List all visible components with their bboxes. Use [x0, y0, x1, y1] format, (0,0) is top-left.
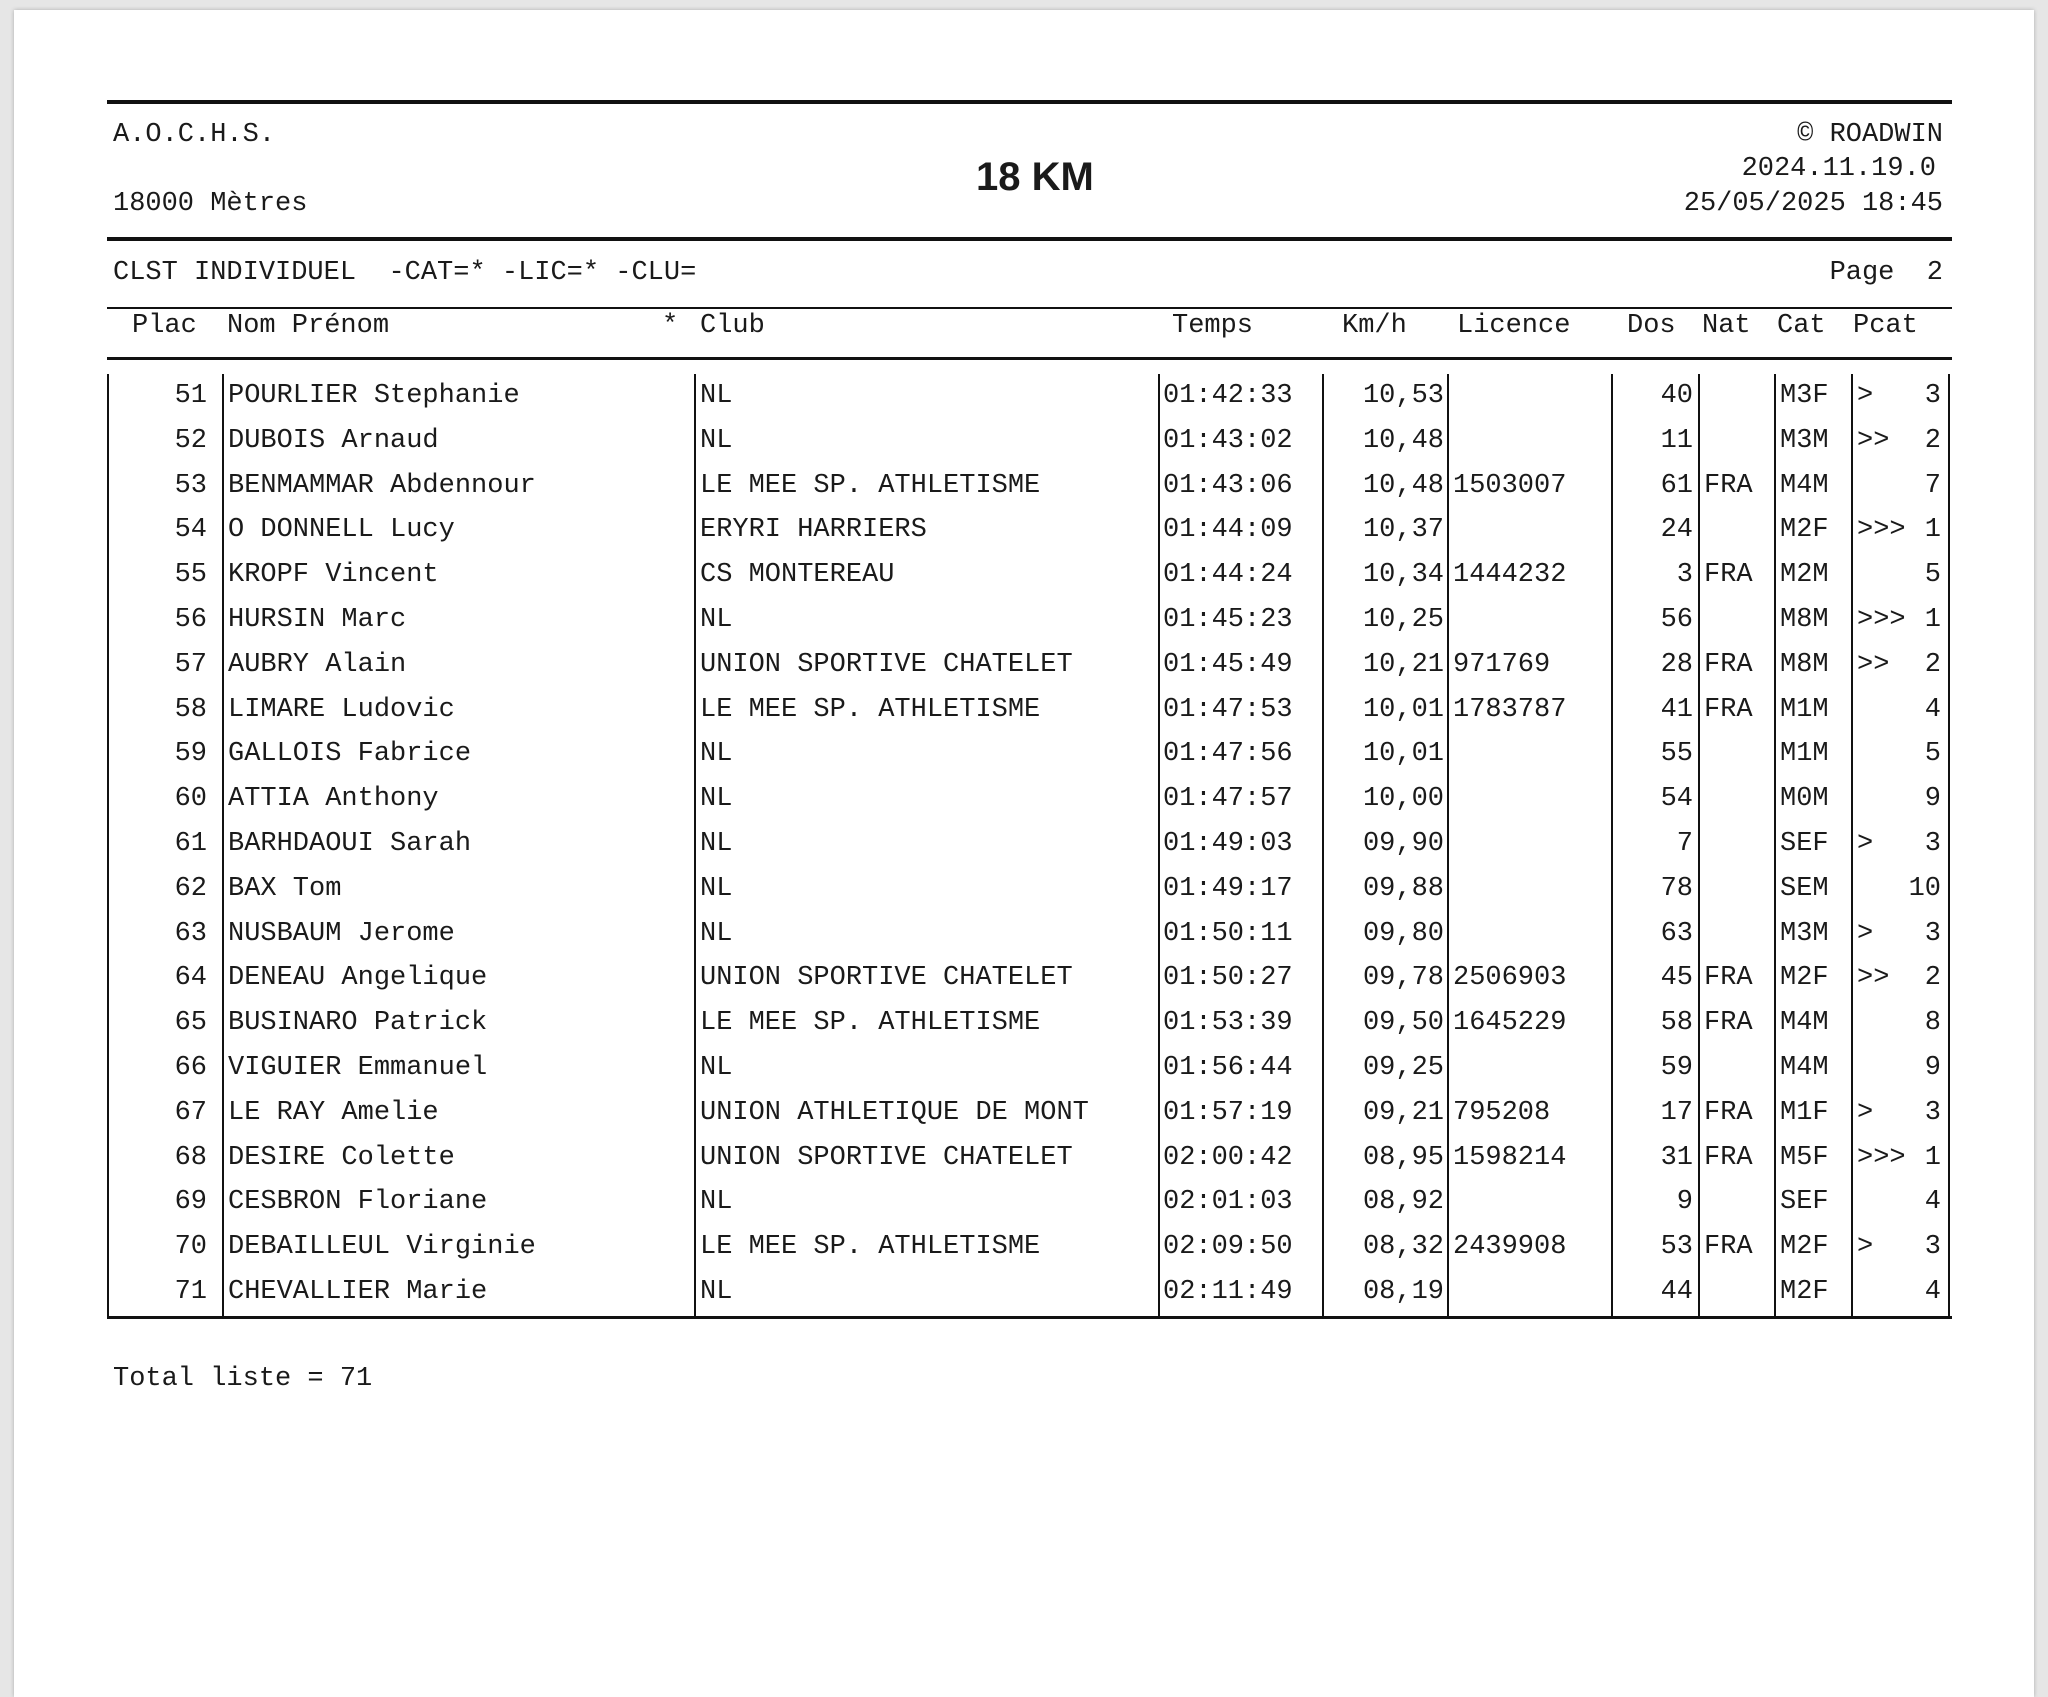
- cell-pcat-mark: >>>: [1857, 515, 1906, 546]
- cell-cat: M2M: [1780, 560, 1829, 591]
- col-header-name: Nom Prénom: [227, 311, 390, 341]
- results-table: [107, 374, 1950, 1318]
- cell-bib: 28: [1660, 649, 1693, 680]
- table-row: [107, 553, 1950, 598]
- cell-speed: 10,48: [1362, 425, 1444, 456]
- cell-nat: FRA: [1704, 1097, 1753, 1128]
- cell-nat: FRA: [1704, 1142, 1753, 1173]
- cell-pcat-mark: >: [1857, 1097, 1874, 1128]
- cell-time: 01:43:06: [1163, 470, 1293, 501]
- cell-cat: M1M: [1780, 694, 1829, 725]
- cell-club: CS MONTEREAU: [700, 560, 895, 591]
- cell-cat: M3M: [1780, 918, 1829, 949]
- table-row: [107, 643, 1950, 688]
- cell-name: DESIRE Colette: [228, 1142, 455, 1173]
- cell-bib: 40: [1660, 381, 1693, 411]
- filter-label: CLST INDIVIDUEL -CAT=* -LIC=* -CLU=: [113, 258, 697, 288]
- cell-bib: 58: [1660, 1008, 1693, 1039]
- cell-cat: SEF: [1780, 1187, 1829, 1218]
- cell-cat: M3M: [1780, 425, 1829, 456]
- cell-place: 71: [174, 1277, 207, 1307]
- cell-time: 01:57:19: [1163, 1097, 1293, 1128]
- cell-pcat: 4: [1924, 1187, 1941, 1218]
- cell-club: NL: [700, 829, 733, 859]
- version-label: 2024.11.19.0: [1741, 154, 1936, 184]
- cell-cat: M3F: [1780, 381, 1829, 411]
- cell-club: LE MEE SP. ATHLETISME: [700, 694, 1041, 725]
- col-header-star: *: [662, 311, 679, 341]
- cell-speed: 10,01: [1362, 694, 1444, 725]
- cell-bib: 24: [1660, 515, 1693, 546]
- table-row: [107, 508, 1950, 553]
- cell-club: NL: [700, 873, 733, 904]
- cell-speed: 08,92: [1362, 1187, 1444, 1218]
- col-header-place: Plac: [132, 311, 197, 341]
- cell-time: 01:45:49: [1163, 649, 1293, 680]
- cell-place: 65: [174, 1008, 207, 1039]
- cell-licence: 1645229: [1453, 1008, 1567, 1039]
- cell-pcat: 1: [1924, 605, 1941, 635]
- cell-time: 02:11:49: [1163, 1277, 1293, 1307]
- cell-bib: 55: [1660, 739, 1693, 770]
- cell-pcat-mark: >>>: [1857, 1142, 1906, 1173]
- cell-nat: FRA: [1704, 649, 1753, 680]
- col-header-pcat: Pcat: [1853, 311, 1918, 341]
- cell-cat: M8M: [1780, 605, 1829, 635]
- cell-time: 02:09:50: [1163, 1232, 1293, 1263]
- distance-label: 18000 Mètres: [113, 189, 308, 219]
- cell-bib: 3: [1676, 560, 1693, 591]
- cell-club: NL: [700, 739, 733, 770]
- cell-speed: 10,48: [1362, 470, 1444, 501]
- cell-name: LIMARE Ludovic: [228, 694, 455, 725]
- table-row: [107, 1001, 1950, 1046]
- cell-time: 01:45:23: [1163, 605, 1293, 635]
- cell-licence: 2439908: [1453, 1232, 1567, 1263]
- cell-licence: 971769: [1453, 649, 1551, 680]
- total-label: Total liste = 71: [113, 1364, 373, 1394]
- cell-bib: 11: [1660, 425, 1693, 456]
- table-row: [107, 374, 1950, 419]
- cell-time: 01:50:11: [1163, 918, 1293, 949]
- cell-bib: 7: [1676, 829, 1693, 859]
- cell-club: LE MEE SP. ATHLETISME: [700, 470, 1041, 501]
- cell-pcat: 1: [1924, 1142, 1941, 1173]
- table-row: [107, 419, 1950, 464]
- cell-place: 68: [174, 1142, 207, 1173]
- cell-place: 60: [174, 784, 207, 815]
- cell-pcat: 7: [1924, 470, 1941, 501]
- cell-pcat-mark: >: [1857, 1232, 1874, 1263]
- cell-bib: 63: [1660, 918, 1693, 949]
- cell-name: BUSINARO Patrick: [228, 1008, 488, 1039]
- cell-place: 56: [174, 605, 207, 635]
- organizer-label: A.O.C.H.S.: [113, 120, 276, 150]
- cell-bib: 9: [1676, 1187, 1693, 1218]
- cell-place: 62: [174, 873, 207, 904]
- cell-club: UNION SPORTIVE CHATELET: [700, 963, 1073, 994]
- cell-nat: FRA: [1704, 963, 1753, 994]
- cell-bib: 61: [1660, 470, 1693, 501]
- cell-pcat: 3: [1924, 1232, 1941, 1263]
- cell-place: 53: [174, 470, 207, 501]
- cell-bib: 45: [1660, 963, 1693, 994]
- top-rule: [107, 100, 1952, 104]
- cell-pcat: 3: [1924, 829, 1941, 859]
- table-row: [107, 1180, 1950, 1225]
- table-row: [107, 688, 1950, 733]
- cell-pcat: 4: [1924, 1277, 1941, 1307]
- cell-nat: FRA: [1704, 1008, 1753, 1039]
- cell-name: CHEVALLIER Marie: [228, 1277, 488, 1307]
- table-row: [107, 777, 1950, 822]
- col-header-speed: Km/h: [1342, 311, 1407, 341]
- cell-nat: FRA: [1704, 1232, 1753, 1263]
- cell-time: 01:47:57: [1163, 784, 1293, 815]
- cell-speed: 09,90: [1362, 829, 1444, 859]
- table-row: [107, 1046, 1950, 1091]
- cell-nat: FRA: [1704, 560, 1753, 591]
- cell-club: LE MEE SP. ATHLETISME: [700, 1008, 1041, 1039]
- cell-name: HURSIN Marc: [228, 605, 407, 635]
- cell-bib: 17: [1660, 1097, 1693, 1128]
- column-header-rule: [107, 357, 1952, 360]
- cell-cat: SEM: [1780, 873, 1829, 904]
- cell-name: POURLIER Stephanie: [228, 381, 520, 411]
- cell-licence: 795208: [1453, 1097, 1551, 1128]
- cell-speed: 09,50: [1362, 1008, 1444, 1039]
- cell-club: UNION ATHLETIQUE DE MONT: [700, 1097, 1089, 1128]
- cell-name: VIGUIER Emmanuel: [228, 1053, 488, 1083]
- cell-club: NL: [700, 381, 733, 411]
- cell-bib: 59: [1660, 1053, 1693, 1083]
- cell-club: LE MEE SP. ATHLETISME: [700, 1232, 1041, 1263]
- cell-licence: 1598214: [1453, 1142, 1567, 1173]
- page-label: [1830, 258, 1943, 288]
- cell-pcat: 4: [1924, 694, 1941, 725]
- cell-speed: 10,21: [1362, 649, 1444, 680]
- cell-cat: M5F: [1780, 1142, 1829, 1173]
- table-row: [107, 1225, 1950, 1270]
- cell-speed: 09,80: [1362, 918, 1444, 949]
- table-row: [107, 732, 1950, 777]
- cell-pcat: 3: [1924, 918, 1941, 949]
- cell-club: UNION SPORTIVE CHATELET: [700, 649, 1073, 680]
- table-row: [107, 956, 1950, 1001]
- cell-cat: M0M: [1780, 784, 1829, 815]
- cell-cat: M4M: [1780, 1008, 1829, 1039]
- cell-time: 02:01:03: [1163, 1187, 1293, 1218]
- cell-place: 51: [174, 381, 207, 411]
- cell-speed: 09,21: [1362, 1097, 1444, 1128]
- header-bottom-rule: [107, 237, 1952, 241]
- cell-name: DUBOIS Arnaud: [228, 425, 439, 456]
- cell-place: 55: [174, 560, 207, 591]
- cell-name: CESBRON Floriane: [228, 1187, 488, 1218]
- cell-club: NL: [700, 784, 733, 815]
- cell-licence: 2506903: [1453, 963, 1567, 994]
- cell-time: 01:43:02: [1163, 425, 1293, 456]
- table-row: [107, 1091, 1950, 1136]
- cell-speed: 08,32: [1362, 1232, 1444, 1263]
- cell-speed: 08,19: [1362, 1277, 1444, 1307]
- cell-bib: 56: [1660, 605, 1693, 635]
- cell-speed: 10,37: [1362, 515, 1444, 546]
- cell-time: 01:47:53: [1163, 694, 1293, 725]
- cell-pcat-mark: >>: [1857, 963, 1890, 994]
- cell-place: 59: [174, 739, 207, 770]
- col-header-nat: Nat: [1702, 311, 1751, 341]
- cell-name: BENMAMMAR Abdennour: [228, 470, 536, 501]
- cell-time: 01:49:17: [1163, 873, 1293, 904]
- cell-pcat-mark: >: [1857, 381, 1874, 411]
- cell-name: LE RAY Amelie: [228, 1097, 439, 1128]
- cell-club: ERYRI HARRIERS: [700, 515, 927, 546]
- cell-nat: FRA: [1704, 694, 1753, 725]
- cell-time: 01:47:56: [1163, 739, 1293, 770]
- cell-place: 61: [174, 829, 207, 859]
- cell-speed: 10,34: [1362, 560, 1444, 591]
- cell-place: 58: [174, 694, 207, 725]
- col-header-cat: Cat: [1777, 311, 1826, 341]
- page-number: 2: [1926, 258, 1943, 288]
- cell-club: NL: [700, 918, 733, 949]
- cell-bib: 78: [1660, 873, 1693, 904]
- cell-pcat: 2: [1924, 425, 1941, 456]
- cell-pcat: 3: [1924, 1097, 1941, 1128]
- table-row: [107, 598, 1950, 643]
- cell-time: 02:00:42: [1163, 1142, 1293, 1173]
- cell-licence: 1783787: [1453, 694, 1567, 725]
- cell-pcat: 8: [1924, 1008, 1941, 1039]
- cell-place: 63: [174, 918, 207, 949]
- cell-pcat-mark: >>: [1857, 649, 1890, 680]
- table-row: [107, 912, 1950, 957]
- cell-pcat-mark: >: [1857, 918, 1874, 949]
- cell-pcat: 5: [1924, 560, 1941, 591]
- cell-bib: 31: [1660, 1142, 1693, 1173]
- table-row: [107, 464, 1950, 509]
- cell-speed: 10,01: [1362, 739, 1444, 770]
- cell-name: BAX Tom: [228, 873, 342, 904]
- cell-bib: 41: [1660, 694, 1693, 725]
- cell-pcat-mark: >>>: [1857, 605, 1906, 635]
- cell-bib: 54: [1660, 784, 1693, 815]
- cell-pcat: 5: [1924, 739, 1941, 770]
- cell-name: GALLOIS Fabrice: [228, 739, 472, 770]
- table-row: [107, 822, 1950, 867]
- cell-place: 70: [174, 1232, 207, 1263]
- cell-club: NL: [700, 605, 733, 635]
- cell-pcat: 3: [1924, 381, 1941, 411]
- cell-cat: M2F: [1780, 1277, 1829, 1307]
- cell-pcat: 1: [1924, 515, 1941, 546]
- cell-cat: M4M: [1780, 1053, 1829, 1083]
- cell-time: 01:42:33: [1163, 381, 1293, 411]
- col-header-licence: Licence: [1457, 311, 1571, 341]
- cell-name: NUSBAUM Jerome: [228, 918, 455, 949]
- cell-bib: 44: [1660, 1277, 1693, 1307]
- cell-speed: 10,25: [1362, 605, 1444, 635]
- cell-cat: M1F: [1780, 1097, 1829, 1128]
- col-header-bib: Dos: [1627, 311, 1676, 341]
- cell-pcat-mark: >>: [1857, 425, 1890, 456]
- col-header-club: Club: [700, 311, 765, 341]
- page-word: Page: [1829, 258, 1895, 288]
- cell-speed: 09,88: [1362, 873, 1444, 904]
- cell-club: NL: [700, 1277, 733, 1307]
- filter-rule: [107, 307, 1952, 309]
- cell-pcat: 9: [1924, 1053, 1941, 1083]
- cell-club: NL: [700, 1053, 733, 1083]
- cell-cat: M2F: [1780, 515, 1829, 546]
- cell-time: 01:49:03: [1163, 829, 1293, 859]
- cell-bib: 53: [1660, 1232, 1693, 1263]
- cell-place: 66: [174, 1053, 207, 1083]
- cell-licence: 1444232: [1453, 560, 1567, 591]
- cell-time: 01:56:44: [1163, 1053, 1293, 1083]
- cell-speed: 08,95: [1362, 1142, 1444, 1173]
- cell-place: 67: [174, 1097, 207, 1128]
- cell-cat: M2F: [1780, 963, 1829, 994]
- cell-place: 52: [174, 425, 207, 456]
- cell-club: UNION SPORTIVE CHATELET: [700, 1142, 1073, 1173]
- copyright-label: © ROADWIN: [1797, 120, 1943, 150]
- cell-pcat: 10: [1908, 873, 1941, 904]
- table-row: [107, 867, 1950, 912]
- cell-place: 64: [174, 963, 207, 994]
- cell-name: ATTIA Anthony: [228, 784, 439, 815]
- cell-cat: SEF: [1780, 829, 1829, 859]
- cell-speed: 10,53: [1362, 381, 1444, 411]
- cell-time: 01:50:27: [1163, 963, 1293, 994]
- cell-name: AUBRY Alain: [228, 649, 407, 680]
- cell-speed: 09,25: [1362, 1053, 1444, 1083]
- col-header-time: Temps: [1172, 311, 1254, 341]
- race-title: 18 KM: [976, 155, 1094, 199]
- cell-nat: FRA: [1704, 470, 1753, 501]
- cell-name: DENEAU Angelique: [228, 963, 488, 994]
- cell-cat: M4M: [1780, 470, 1829, 501]
- cell-pcat: 2: [1924, 963, 1941, 994]
- cell-speed: 10,00: [1362, 784, 1444, 815]
- cell-cat: M8M: [1780, 649, 1829, 680]
- cell-place: 57: [174, 649, 207, 680]
- cell-speed: 09,78: [1362, 963, 1444, 994]
- cell-cat: M1M: [1780, 739, 1829, 770]
- cell-cat: M2F: [1780, 1232, 1829, 1263]
- datetime-label: 25/05/2025 18:45: [1683, 189, 1943, 219]
- cell-name: BARHDAOUI Sarah: [228, 829, 472, 859]
- cell-club: NL: [700, 425, 733, 456]
- cell-pcat-mark: >: [1857, 829, 1874, 859]
- cell-name: KROPF Vincent: [228, 560, 439, 591]
- cell-pcat: 9: [1924, 784, 1941, 815]
- table-row: [107, 1136, 1950, 1181]
- cell-name: O DONNELL Lucy: [228, 515, 455, 546]
- cell-name: DEBAILLEUL Virginie: [228, 1232, 536, 1263]
- cell-pcat: 2: [1924, 649, 1941, 680]
- cell-place: 54: [174, 515, 207, 546]
- cell-time: 01:44:09: [1163, 515, 1293, 546]
- cell-club: NL: [700, 1187, 733, 1218]
- cell-place: 69: [174, 1187, 207, 1218]
- table-row: [107, 1270, 1950, 1315]
- table-bottom-rule: [107, 1316, 1952, 1319]
- cell-time: 01:53:39: [1163, 1008, 1293, 1039]
- cell-time: 01:44:24: [1163, 560, 1293, 591]
- cell-licence: 1503007: [1453, 470, 1567, 501]
